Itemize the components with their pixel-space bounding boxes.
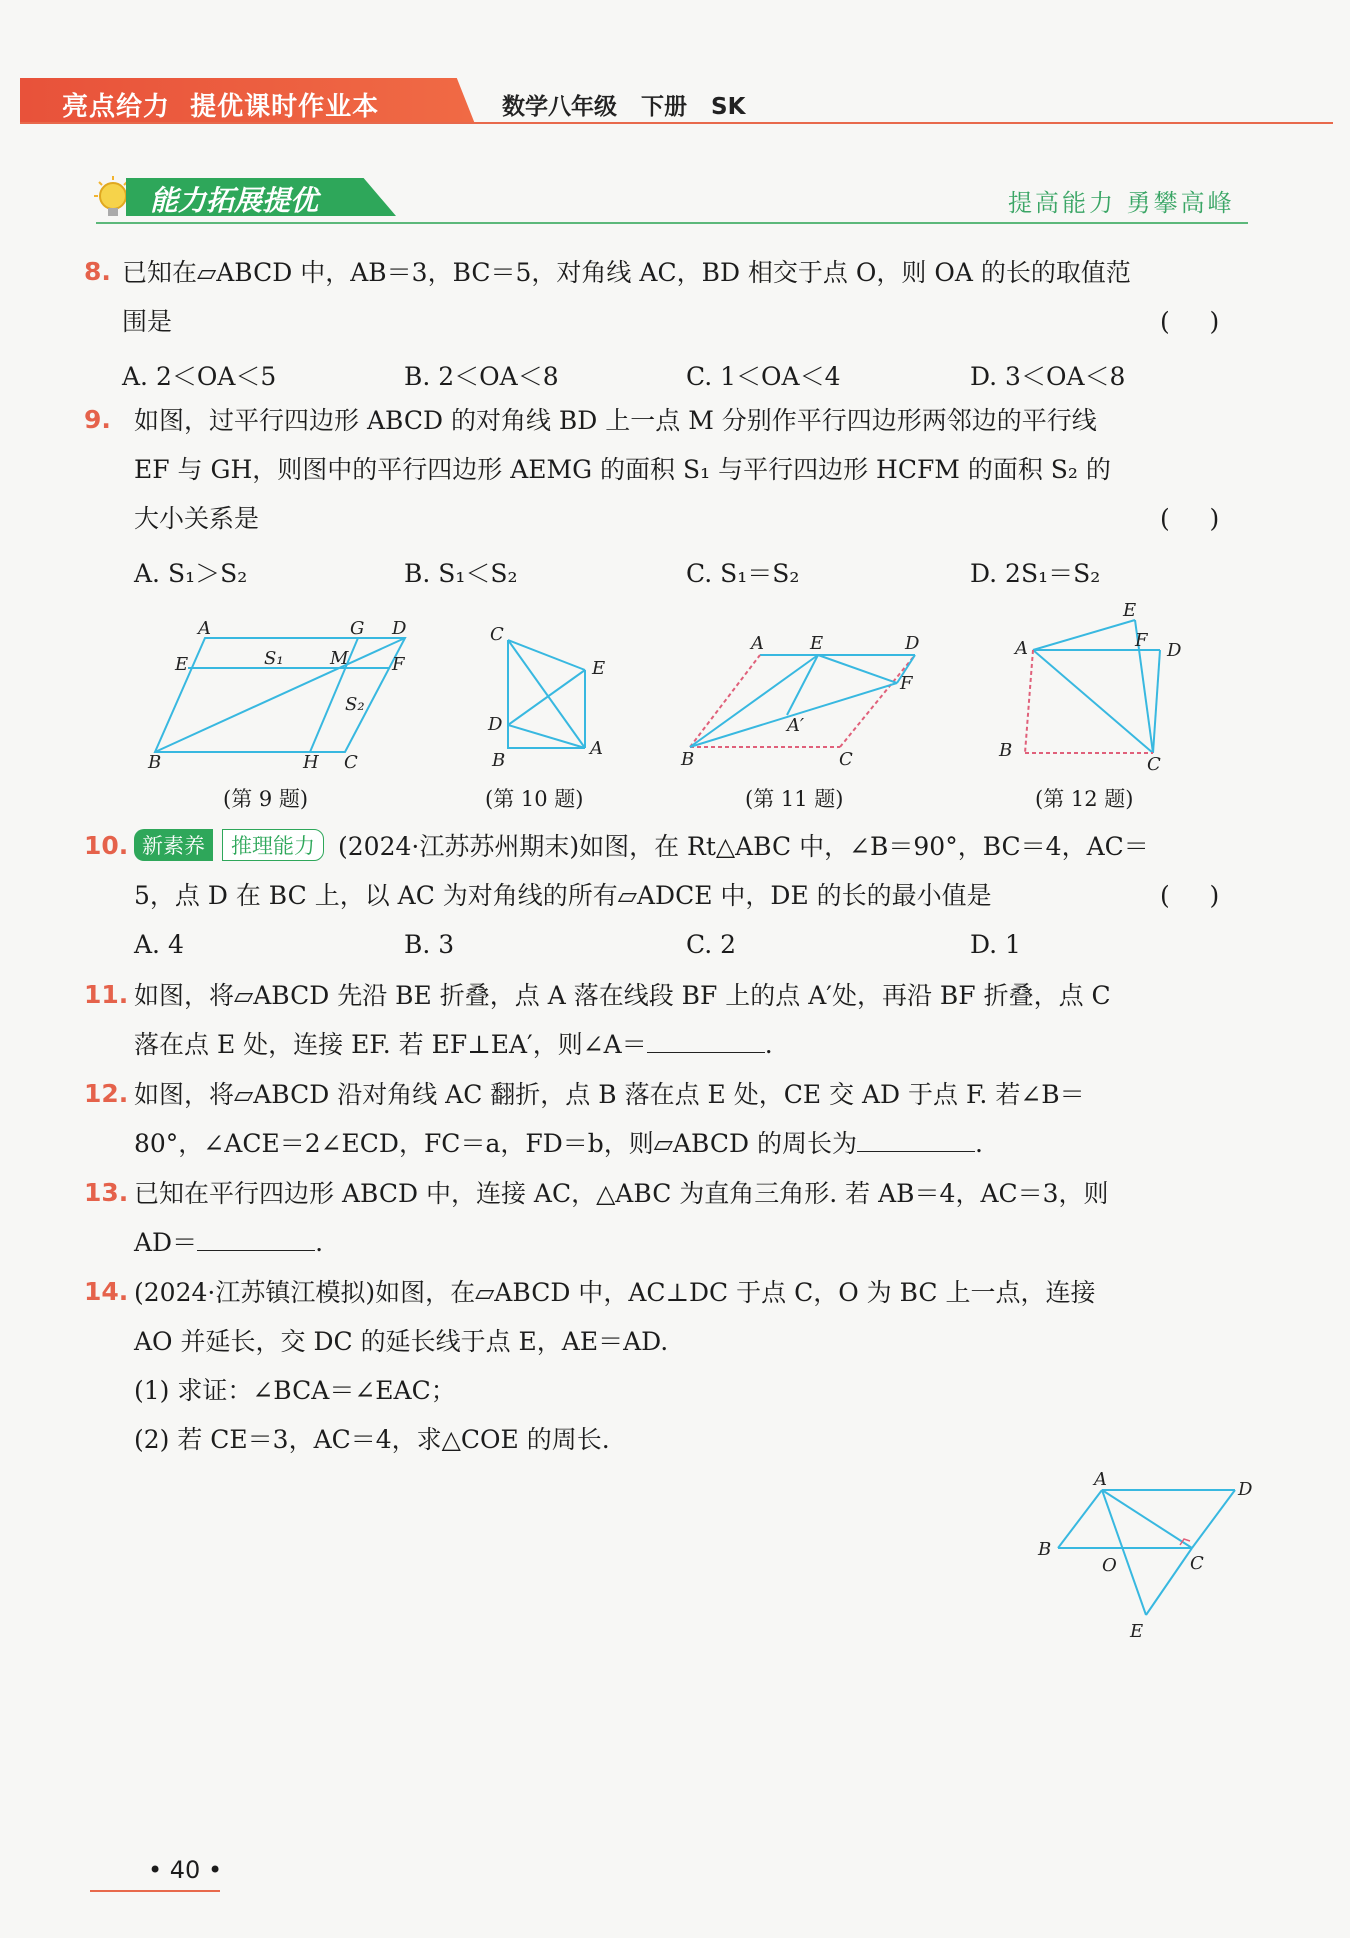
question-9-answer-paren: ( ): [1160, 504, 1220, 533]
figure-9: [140, 610, 430, 773]
question-8-answer-paren: ( ): [1160, 307, 1220, 336]
figure-10: [480, 620, 620, 770]
question-9-number: 9.: [84, 405, 111, 434]
question-9-option-b: B. S₁＜S₂: [404, 559, 518, 588]
question-13-number: 13.: [84, 1178, 129, 1207]
fig12-label-c: C: [1147, 754, 1161, 775]
question-14-line1: (2024·江苏镇江模拟)如图，在▱ABCD 中，AC⊥DC 于点 C，O 为 BC 上一点，连接: [134, 1278, 1096, 1307]
question-9-line2: EF 与 GH，则图中的平行四边形 AEMG 的面积 S₁ 与平行四边形 HCFM 的面积 S₂ 的: [134, 455, 1111, 484]
section-motto: 提高能力 勇攀高峰: [1008, 189, 1235, 217]
question-9-option-d: D. 2S₁＝S₂: [970, 559, 1101, 588]
answer-blank[interactable]: [647, 1030, 765, 1053]
question-14-number: 14.: [84, 1277, 129, 1306]
section-title: 能力拓展提优: [150, 184, 319, 217]
fig9-label-m: M: [330, 648, 349, 669]
page-number-underline: [90, 1890, 220, 1892]
fig10-label-e: E: [592, 658, 606, 679]
question-8-option-c: C. 1＜OA＜4: [686, 362, 841, 391]
figure-12: [995, 598, 1215, 773]
question-10-option-a: A. 4: [134, 930, 184, 959]
question-13-line2: AD＝ .: [134, 1228, 324, 1257]
question-8-line1: 已知在▱ABCD 中，AB＝3，BC＝5，对角线 AC，BD 相交于点 O，则 OA 的长的取值范: [122, 258, 1131, 287]
figure-9-caption: (第 9 题): [223, 787, 309, 811]
question-8-number: 8.: [84, 257, 111, 286]
question-10-option-b: B. 3: [404, 930, 455, 959]
fig10-label-c: C: [490, 624, 504, 645]
figure-11-caption: (第 11 题): [745, 787, 844, 811]
fig10-label-a: A: [590, 738, 603, 759]
question-9-line3: 大小关系是: [134, 504, 260, 533]
question-10-number: 10.: [84, 831, 129, 860]
fig12-label-d: D: [1167, 640, 1182, 661]
figure-14: [1030, 1465, 1253, 1645]
fig14-label-b: B: [1038, 1539, 1052, 1560]
fig9-label-d: D: [392, 618, 407, 639]
fig9-label-h: H: [303, 752, 319, 773]
fig11-label-f: F: [900, 673, 913, 694]
fig9-label-s2: S₂: [345, 694, 365, 715]
fig11-label-e: E: [810, 633, 824, 654]
question-12-line2: 80°，∠ACE＝2∠ECD，FC＝a，FD＝b，则▱ABCD 的周长为 .: [134, 1129, 983, 1158]
answer-blank[interactable]: [197, 1228, 315, 1251]
question-12-number: 12.: [84, 1079, 129, 1108]
question-12-line1: 如图，将▱ABCD 沿对角线 AC 翻折，点 B 落在点 E 处，CE 交 AD 于点 F. 若∠B＝: [134, 1080, 1085, 1109]
fig9-label-c: C: [344, 752, 358, 773]
question-13-line1: 已知在平行四边形 ABCD 中，连接 AC，△ABC 为直角三角形. 若 AB＝4，AC＝3，则: [134, 1179, 1109, 1208]
question-11-line2: 落在点 E 处，连接 EF. 若 EF⊥EA′，则∠A＝ .: [134, 1030, 773, 1059]
question-8-option-a: A. 2＜OA＜5: [122, 362, 277, 391]
fig12-label-a: A: [1015, 638, 1028, 659]
fig11-label-d: D: [905, 633, 920, 654]
new-literacy-badge: 新素养: [134, 829, 213, 861]
fig11-label-a: A: [751, 633, 764, 654]
reasoning-badge: 推理能力: [222, 829, 324, 861]
question-10-option-c: C. 2: [686, 930, 737, 959]
section-divider: [96, 222, 1248, 224]
question-8-option-d: D. 3＜OA＜8: [970, 362, 1126, 391]
question-9-option-c: C. S₁＝S₂: [686, 559, 800, 588]
fig11-label-a-prime: A′: [787, 715, 805, 736]
question-11-number: 11.: [84, 980, 129, 1009]
fig12-label-b: B: [999, 740, 1013, 761]
fig9-label-b: B: [148, 752, 162, 773]
fig9-label-f: F: [392, 654, 405, 675]
question-9-option-a: A. S₁＞S₂: [134, 559, 248, 588]
fig9-label-e: E: [175, 654, 189, 675]
question-10-option-d: D. 1: [970, 930, 1021, 959]
page-number: • 40 •: [148, 1856, 223, 1884]
figure-10-caption: (第 10 题): [485, 787, 584, 811]
fig14-label-d: D: [1238, 1479, 1253, 1500]
question-10-line1: (2024·江苏苏州期末)如图，在 Rt△ABC 中，∠B＝90°，BC＝4，AC＝: [338, 832, 1149, 861]
question-9-line1: 如图，过平行四边形 ABCD 的对角线 BD 上一点 M 分别作平行四边形两邻边的平行线: [134, 406, 1097, 435]
fig11-label-c: C: [839, 749, 853, 770]
fig9-label-s1: S₁: [264, 648, 284, 669]
question-8-option-b: B. 2＜OA＜8: [404, 362, 559, 391]
fig14-label-c: C: [1190, 1553, 1204, 1574]
question-14-line2: AO 并延长，交 DC 的延长线于点 E，AE＝AD.: [134, 1327, 669, 1356]
question-14-sub1: (1) 求证：∠BCA＝∠EAC；: [134, 1376, 456, 1405]
fig12-label-f: F: [1135, 630, 1148, 651]
figure-12-caption: (第 12 题): [1035, 787, 1134, 811]
fig11-label-b: B: [681, 749, 695, 770]
fig10-label-d: D: [488, 714, 503, 735]
figure-11: [675, 625, 935, 775]
fig14-label-e: E: [1130, 1621, 1144, 1642]
question-14-sub2: (2) 若 CE＝3，AC＝4，求△COE 的周长.: [134, 1425, 610, 1454]
question-11-line1: 如图，将▱ABCD 先沿 BE 折叠，点 A 落在线段 BF 上的点 A′处，再沿 BF 折叠，点 C: [134, 981, 1111, 1010]
fig9-label-a: A: [198, 618, 211, 639]
book-title: 亮点给力 提优课时作业本: [62, 92, 380, 122]
fig14-label-o: O: [1102, 1555, 1117, 1576]
question-8-line2: 围是: [122, 307, 173, 336]
fig12-label-e: E: [1123, 600, 1137, 621]
fig9-label-g: G: [350, 618, 365, 639]
fig10-label-b: B: [492, 750, 506, 771]
question-10-answer-paren: ( ): [1160, 881, 1220, 910]
subject-info: 数学八年级 下册 SK: [502, 94, 746, 120]
question-10-line2: 5，点 D 在 BC 上，以 AC 为对角线的所有▱ADCE 中，DE 的长的最小值是: [134, 881, 992, 910]
fig14-label-a: A: [1094, 1469, 1107, 1490]
answer-blank[interactable]: [857, 1129, 975, 1152]
